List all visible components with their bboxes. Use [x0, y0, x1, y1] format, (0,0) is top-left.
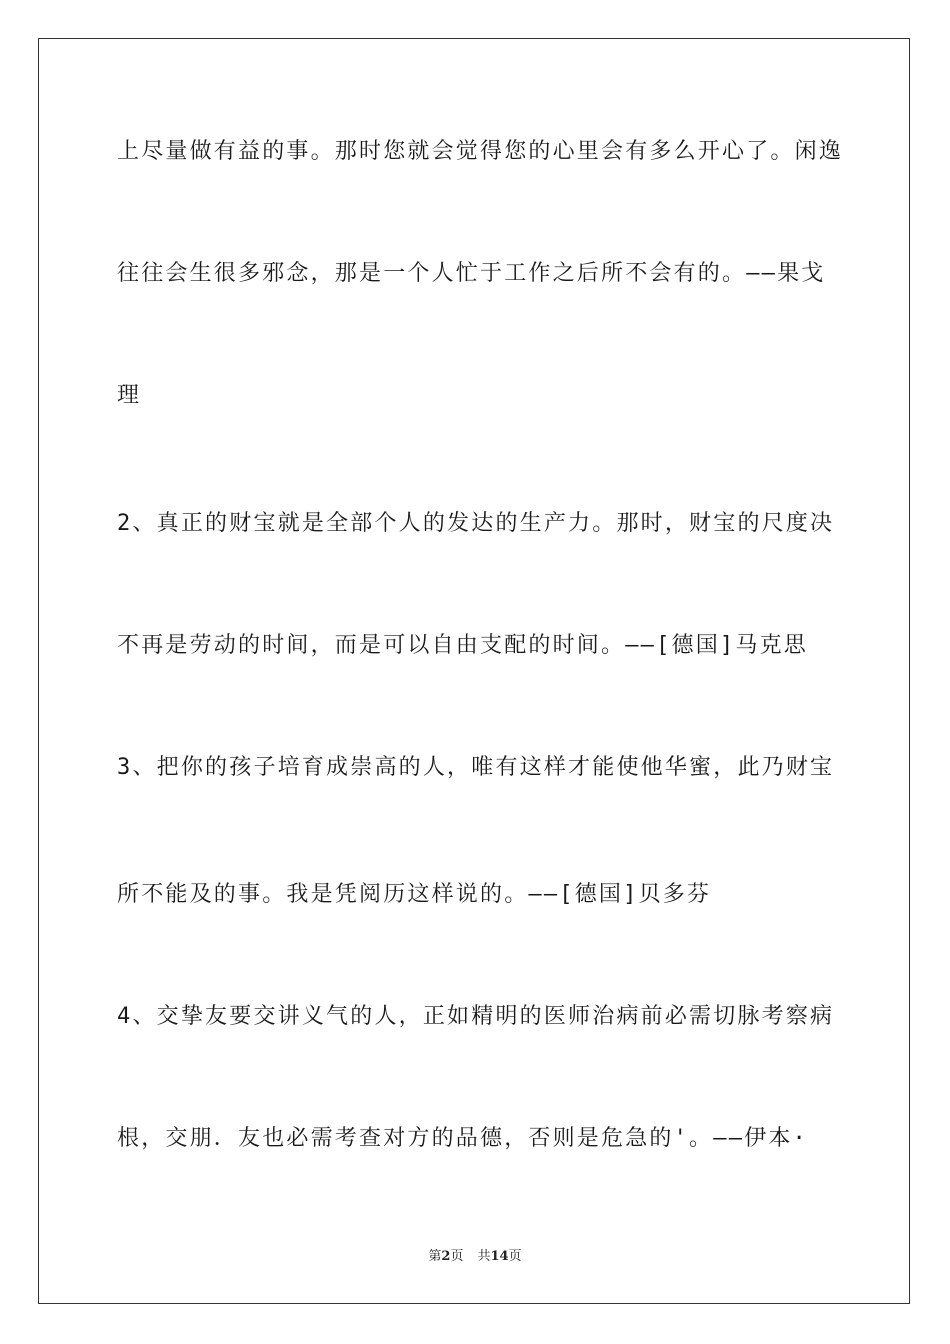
footer-page-prefix: 第 [428, 1249, 442, 1264]
text-line-5: 不再是劳动的时间，而是可以自由支配的时间。——[德国]马克思 [117, 633, 808, 658]
footer-total-prefix: 共 [477, 1249, 491, 1264]
text-line-9: 根，交朋．友也必需考查对方的品德，否则是危急的'。——伊本· [117, 1126, 808, 1151]
text-line-6: 3、把你的孩子培育成崇高的人，唯有这样才能使他华蜜，此乃财宝 [117, 755, 835, 780]
text-line-8: 4、交挚友要交讲义气的人，正如精明的医师治病前必需切脉考察病 [117, 1004, 835, 1029]
footer-total-suffix: 页 [508, 1249, 522, 1264]
footer-page-current: 2 [441, 1249, 451, 1264]
footer-page-suffix: 页 [450, 1249, 464, 1264]
text-line-4: 2、真正的财宝就是全部个人的发达的生产力。那时，财宝的尺度决 [117, 511, 835, 536]
text-line-7: 所不能及的事。我是凭阅历这样说的。——[德国]贝多芬 [117, 882, 712, 907]
text-line-1: 上尽量做有益的事。那时您就会觉得您的心里会有多么开心了。闲逸 [117, 139, 844, 164]
text-line-3: 理 [117, 383, 142, 408]
text-line-2: 往往会生很多邪念，那是一个人忙于工作之后所不会有的。——果戈 [117, 261, 826, 286]
footer-page-total: 14 [490, 1249, 509, 1264]
page-footer [0, 1245, 950, 1264]
page-border [38, 38, 910, 1304]
